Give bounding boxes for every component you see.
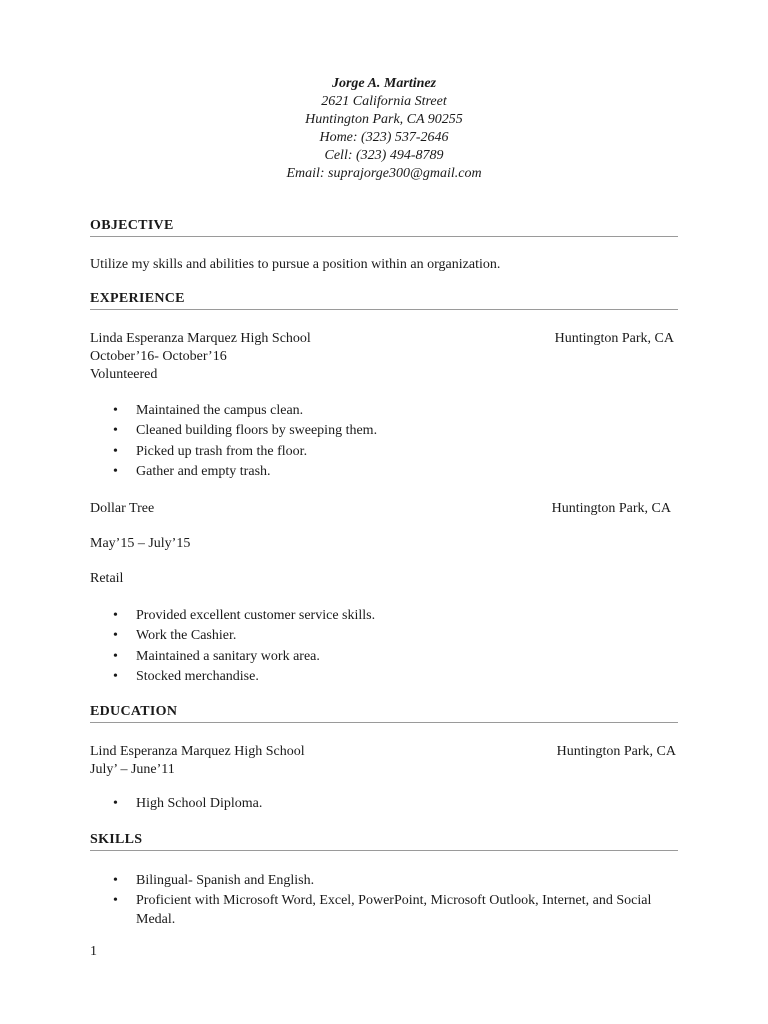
list-item: • Proficient with Microsoft Word, Excel, PowerPoint, Microsoft Outlook, Internet, and Social Medal. xyxy=(113,893,652,928)
job-2-duties xyxy=(90,606,375,687)
job-1-duties xyxy=(90,401,377,482)
job-2-location: Huntington Park, CA xyxy=(551,501,671,516)
list-item: • Stocked merchandise. xyxy=(90,667,375,687)
education-heading: EDUCATION xyxy=(90,704,178,719)
job-2-role: Retail xyxy=(90,571,124,586)
list-item: • Cleaned building floors by sweeping them. xyxy=(90,421,377,441)
cell-phone: Cell: (323) 494-8789 xyxy=(324,148,444,163)
list-item: • Gather and empty trash. xyxy=(90,462,377,482)
skills-heading: SKILLS xyxy=(90,832,143,847)
street-address: 2621 California Street xyxy=(321,94,447,109)
bullet-glyph: • xyxy=(113,648,118,664)
education-divider xyxy=(90,722,678,723)
education-school: Lind Esperanza Marquez High School xyxy=(90,744,305,759)
list-item: • Maintained the campus clean. xyxy=(90,401,377,421)
bullet-glyph: • xyxy=(113,443,118,459)
job-1-dates: October’16- October’16 xyxy=(90,349,227,364)
job-1-location: Huntington Park, CA xyxy=(554,331,674,346)
list-item: • Maintained a sanitary work area. xyxy=(90,647,375,667)
education-dates: July’ – June’11 xyxy=(90,762,175,777)
bullet-glyph: • xyxy=(113,423,118,439)
job-2-employer: Dollar Tree xyxy=(90,501,155,516)
skills-divider xyxy=(90,850,678,851)
list-item: • Provided excellent customer service skills. xyxy=(90,606,375,626)
applicant-name: Jorge A. Martinez xyxy=(331,76,437,91)
email-address: Email: suprajorge300@gmail.com xyxy=(286,166,482,181)
experience-divider xyxy=(90,309,678,310)
job-1-role: Volunteered xyxy=(90,367,158,382)
skills-list xyxy=(90,871,676,929)
city-address: Huntington Park, CA 90255 xyxy=(305,112,463,127)
list-item: • Bilingual- Spanish and English. xyxy=(90,871,676,891)
objective-divider xyxy=(90,236,678,237)
bullet-glyph: • xyxy=(113,608,118,623)
objective-heading: OBJECTIVE xyxy=(90,218,174,233)
objective-text: Utilize my skills and abilities to pursue a position within an organization. xyxy=(90,257,501,272)
job-1-employer: Linda Esperanza Marquez High School xyxy=(90,331,311,346)
home-phone: Home: (323) 537-2646 xyxy=(319,130,449,145)
bullet-glyph: • xyxy=(113,403,118,418)
bullet-glyph: • xyxy=(113,893,118,909)
bullet-glyph: • xyxy=(113,873,118,888)
education-details xyxy=(90,794,262,814)
list-item: • Work the Cashier. xyxy=(90,626,375,646)
bullet-glyph: • xyxy=(113,668,118,684)
list-item: • Picked up trash from the floor. xyxy=(90,442,377,462)
bullet-glyph: • xyxy=(113,628,118,644)
education-location: Huntington Park, CA xyxy=(556,744,676,759)
bullet-glyph: • xyxy=(113,463,118,479)
list-item: • High School Diploma. xyxy=(90,794,262,814)
page-number: 1 xyxy=(90,944,97,959)
job-2-dates: May’15 – July’15 xyxy=(90,536,191,551)
experience-heading: EXPERIENCE xyxy=(90,291,185,306)
bullet-glyph: • xyxy=(113,796,118,811)
